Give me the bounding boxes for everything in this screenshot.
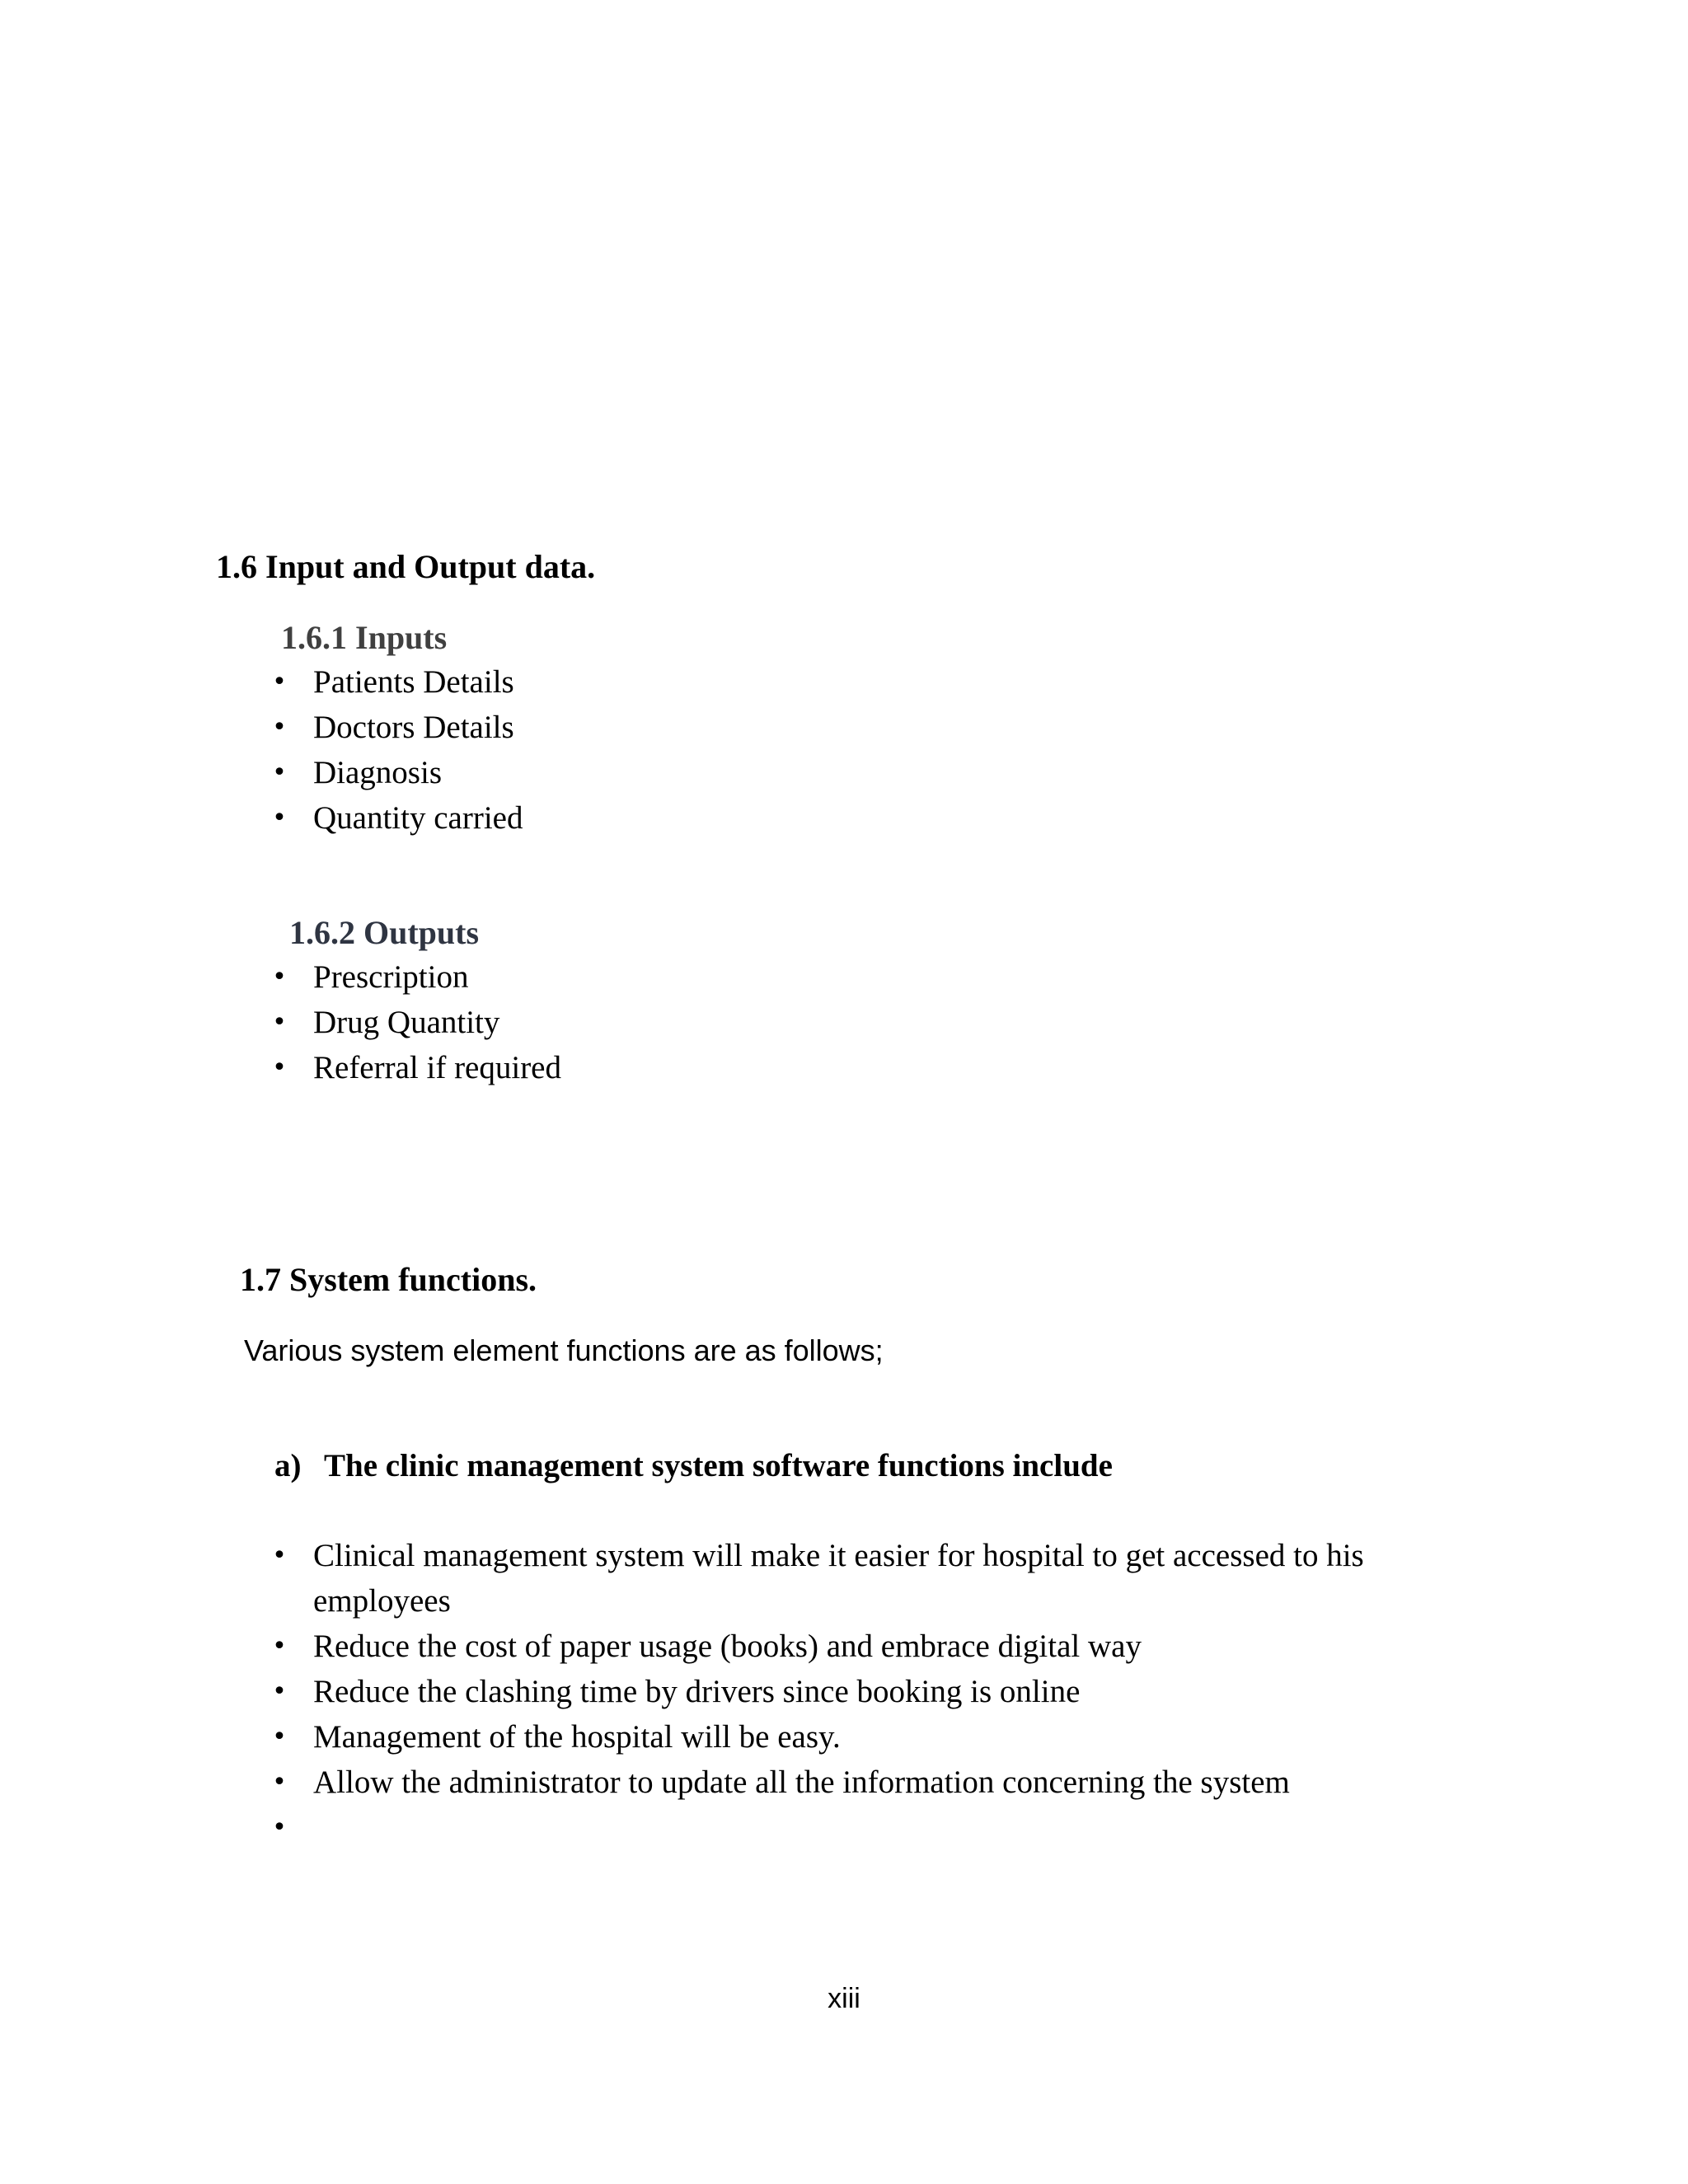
list-item <box>267 1533 1484 1624</box>
subsection-title: The clinic management system software functions include <box>324 1448 1113 1483</box>
list-item <box>267 705 523 750</box>
bullet-icon: • <box>272 1677 287 1706</box>
list-item <box>267 750 523 795</box>
list-item-text: Reduce the clashing time by drivers since booking is online <box>313 1674 1081 1709</box>
subsection-a-heading <box>274 1446 1113 1486</box>
bullet-icon: • <box>272 804 287 832</box>
bullet-icon: • <box>272 1813 287 1842</box>
list-item-text: Quantity carried <box>313 800 523 836</box>
outputs-heading: 1.6.2 Outputs <box>289 914 480 951</box>
bullet-icon: • <box>272 1008 287 1037</box>
bullet-icon: • <box>272 713 287 742</box>
outputs-list <box>267 954 561 1090</box>
list-item-text: Referral if required <box>313 1050 561 1085</box>
list-item-text: Doctors Details <box>313 710 514 745</box>
section-1-7-intro: Various system element functions are as follows; <box>244 1333 884 1367</box>
list-item <box>267 1045 561 1090</box>
inputs-list <box>267 659 523 841</box>
subsection-marker: a) <box>274 1448 302 1483</box>
list-item <box>267 1000 561 1045</box>
list-item <box>267 1624 1484 1669</box>
list-item-empty <box>267 1805 1484 1850</box>
list-item <box>267 954 561 1000</box>
list-item-text: Patients Details <box>313 664 514 700</box>
bullet-icon: • <box>272 963 287 991</box>
page-number: xiii <box>828 1983 860 2014</box>
bullet-icon: • <box>272 1768 287 1797</box>
list-item <box>267 1760 1484 1805</box>
list-item-text: Clinical management system will make it easier for hospital to get accessed to his employees <box>313 1538 1364 1619</box>
list-item-text: Allow the administrator to update all the information concerning the system <box>313 1765 1290 1800</box>
list-item-text: Prescription <box>313 959 469 995</box>
list-item <box>267 1669 1484 1714</box>
bullet-icon: • <box>272 1541 287 1570</box>
inputs-heading: 1.6.1 Inputs <box>281 619 448 656</box>
list-item-text: Diagnosis <box>313 755 442 790</box>
bullet-icon: • <box>272 1053 287 1082</box>
bullet-icon: • <box>272 668 287 696</box>
list-item <box>267 1714 1484 1760</box>
list-item-text: Drug Quantity <box>313 1005 500 1040</box>
list-item-text: Reduce the cost of paper usage (books) and embrace digital way <box>313 1629 1142 1664</box>
bullet-icon: • <box>272 758 287 787</box>
list-item-text: Management of the hospital will be easy. <box>313 1719 841 1755</box>
list-item <box>267 795 523 841</box>
section-1-7-heading: 1.7 System functions. <box>240 1261 537 1298</box>
bullet-icon: • <box>272 1722 287 1751</box>
list-item <box>267 659 523 705</box>
bullet-icon: • <box>272 1632 287 1661</box>
section-1-6-heading: 1.6 Input and Output data. <box>216 548 596 585</box>
functions-list <box>267 1533 1484 1850</box>
